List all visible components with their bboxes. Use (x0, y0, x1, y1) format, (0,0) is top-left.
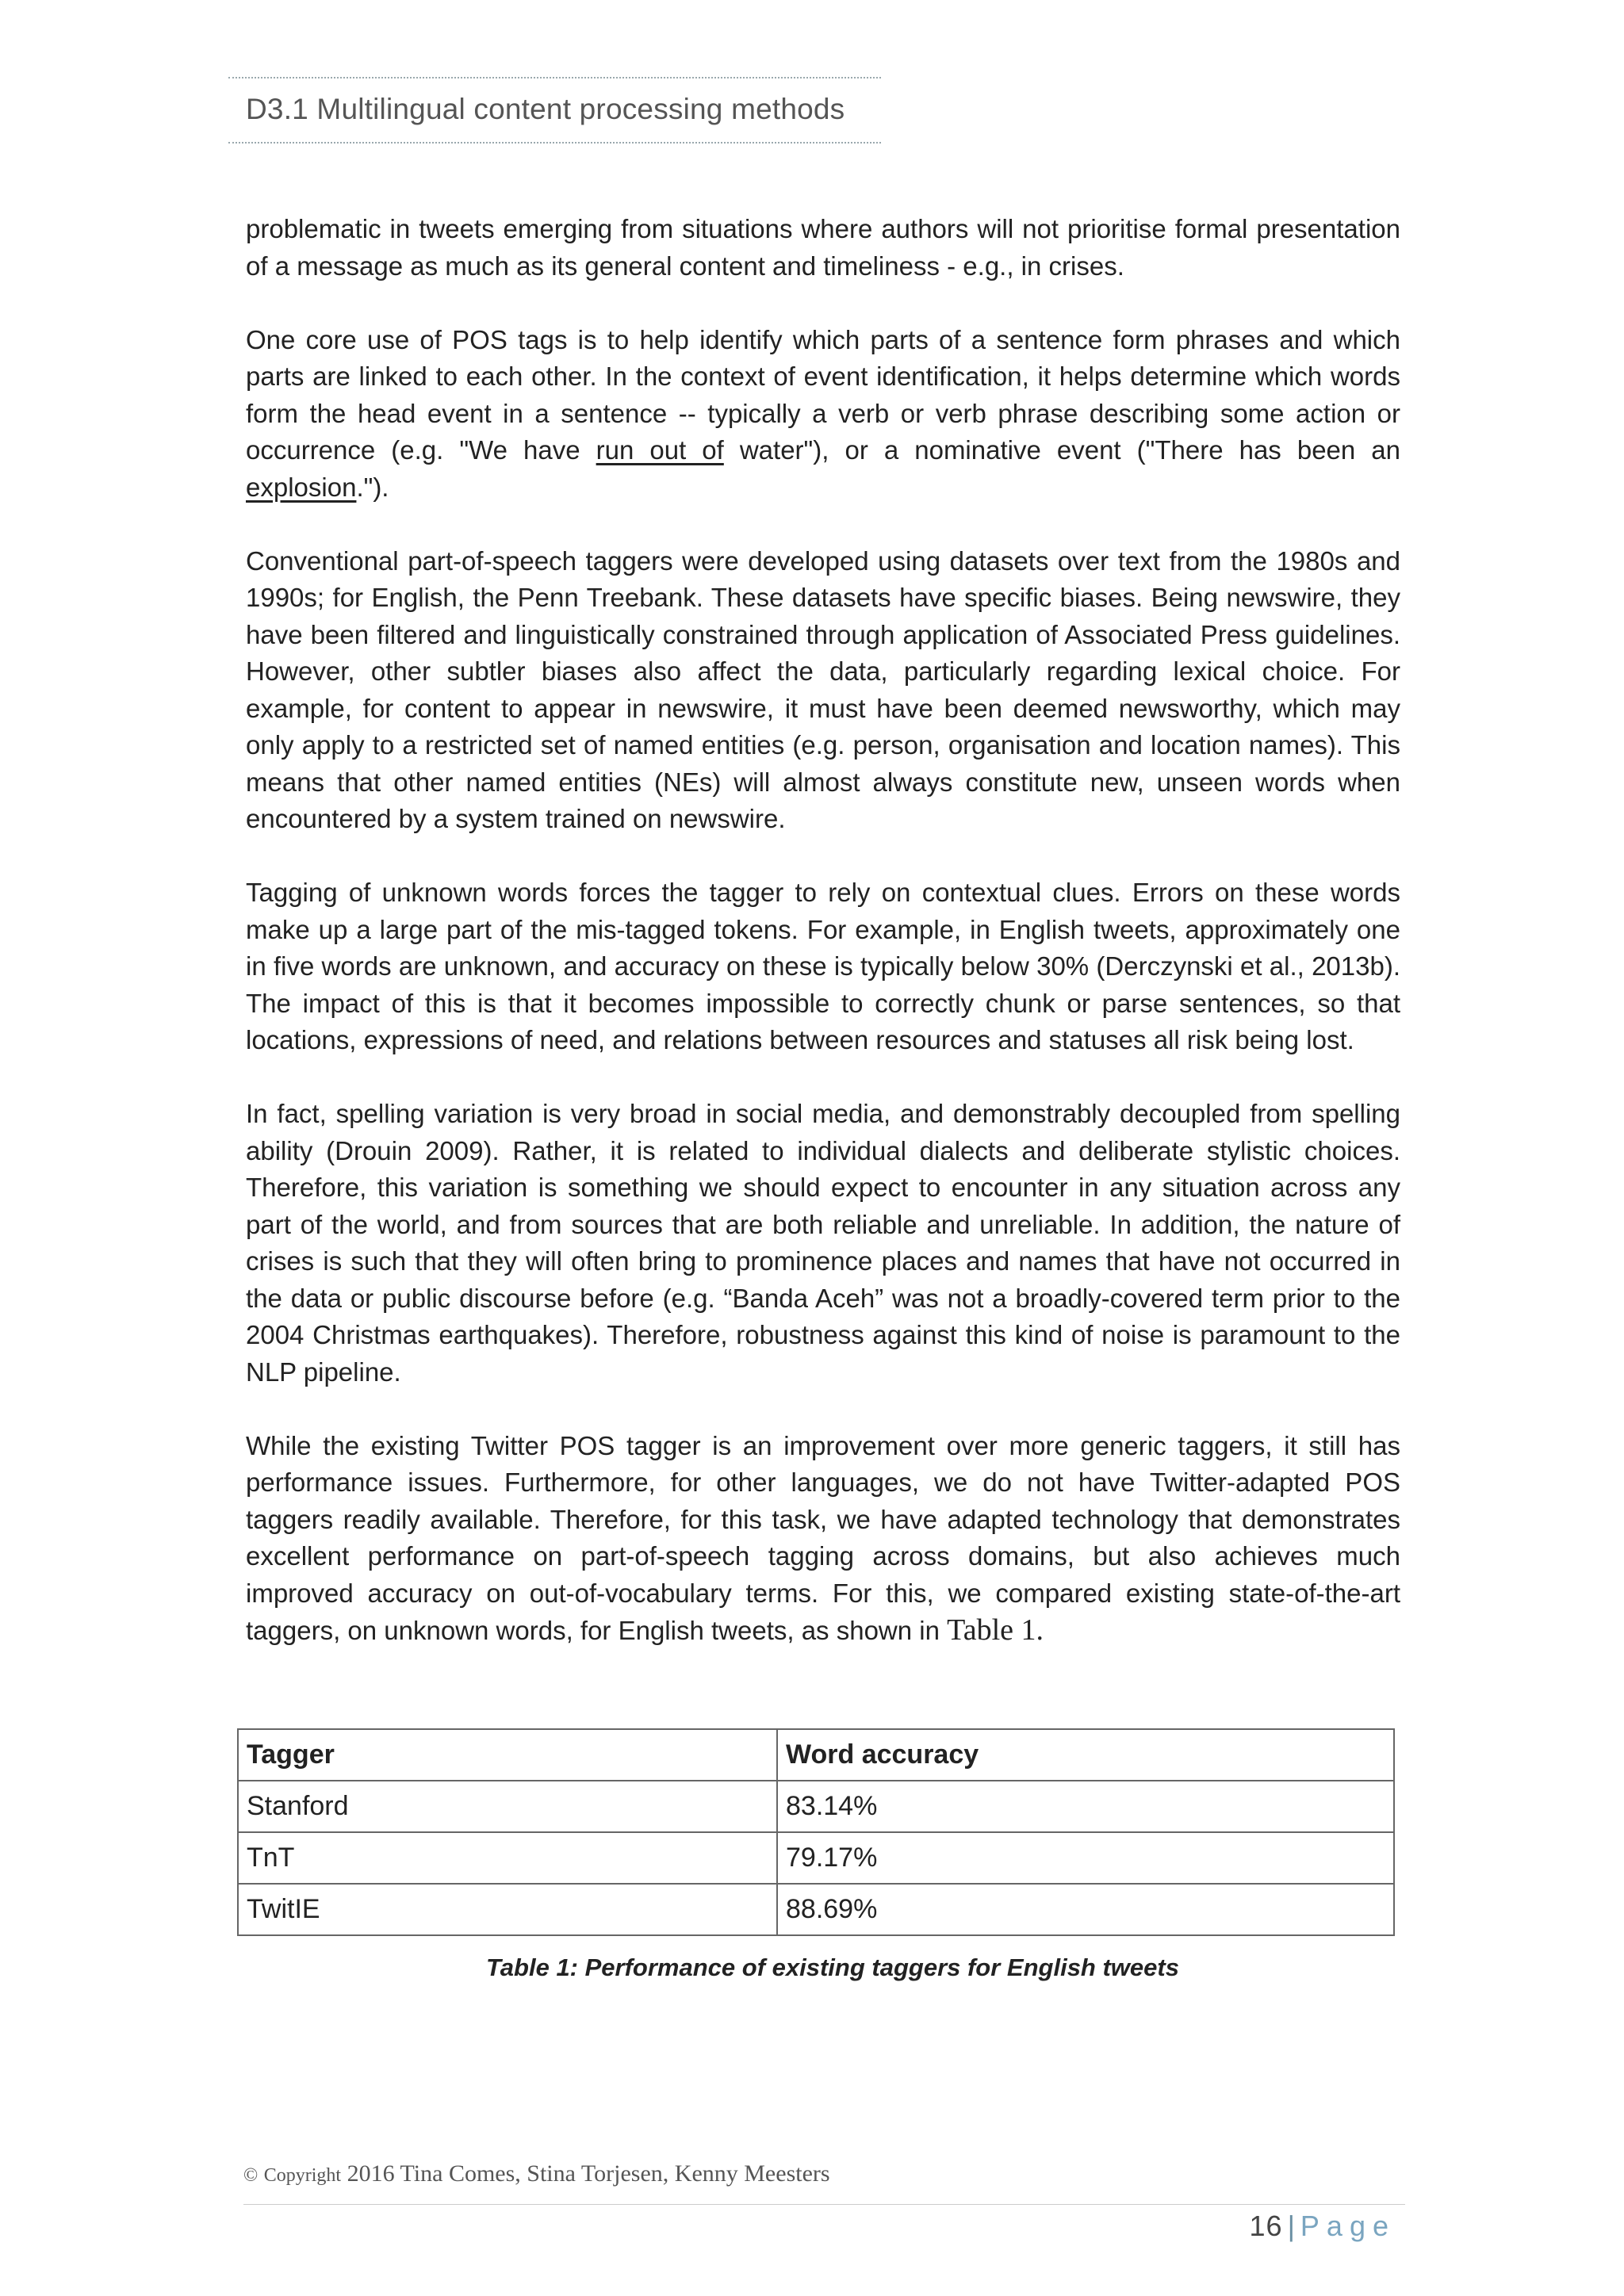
column-header-word-accuracy: Word accuracy (777, 1729, 1394, 1781)
page-number-footer (1250, 2210, 1396, 2243)
tagger-accuracy-table (237, 1728, 1395, 1936)
paragraph-5: In fact, spelling variation is very broad in social media, and demonstrably decoupled from spelling ability (Drouin 2009). Rather, it is related to individual dialects and deliberate stylistic choices. Therefore, this variation is something we should expect to encounter in any situation across any part of the world, and from sources that are both reliable and unreliable. In addition, the nature of crises is such that they will often bring to prominence places and names that have not occurred in the data or public discourse before (e.g. “Banda Aceh” was not a broadly-covered term prior to the 2004 Christmas earthquakes). Therefore, robustness against this kind of noise is paramount to the NLP pipeline. (246, 1099, 1400, 1387)
paragraph-2 (246, 322, 1400, 507)
running-header (228, 77, 881, 144)
paragraph-2-text-c: ."). (356, 472, 389, 502)
paragraph-1: problematic in tweets emerging from situations where authors will not prioritise formal presentation of a message as much as its general content and timeliness - e.g., in crises. (246, 214, 1400, 281)
table-row (238, 1781, 1394, 1832)
table-row (238, 1832, 1394, 1884)
copyright-notice (243, 2160, 830, 2187)
paragraph-6 (246, 1428, 1400, 1650)
copyright-text: 2016 Tina Comes, Stina Torjesen, Kenny Meesters (347, 2160, 830, 2187)
page-number: 16 (1249, 2210, 1283, 2242)
document-title: D3.1 Multilingual content processing methods (246, 93, 845, 125)
tagger-cell: TwitIE (238, 1884, 777, 1935)
table-caption: Table 1: Performance of existing taggers for English tweets (486, 1954, 1179, 1981)
accuracy-cell: 88.69% (777, 1884, 1394, 1935)
copyright-word: Copyright (263, 2165, 342, 2186)
underlined-word-explosion: explosion (246, 472, 357, 502)
tagger-cell: TnT (238, 1832, 777, 1884)
page-separator: | (1287, 2210, 1296, 2242)
body-text (246, 211, 1400, 1686)
accuracy-cell: 79.17% (777, 1832, 1394, 1884)
underlined-phrase-run-out-of: run out of (596, 435, 724, 465)
page-label: Page (1300, 2210, 1396, 2242)
tagger-cell: Stanford (238, 1781, 777, 1832)
paragraph-2-text-a: One core use of POS tags is to help identify which parts of a sentence form phrases and which parts are linked to each other. In the context of event identification, it helps determine which words form the head event in a sentence -- typically a verb or verb phrase describing some action or occurrence (e.g. "We have (246, 324, 1400, 465)
paragraph-2-text-b: water"), or a nominative event ("There has been an (723, 435, 1400, 465)
paragraph-6-text: While the existing Twitter POS tagger is an improvement over more generic taggers, it still has performance issues. Furthermore, for other languages, we do not have Twitter-adapted POS taggers readily available. Therefore, for this task, we have adapted technology that demonstrates excellent performance on part-of-speech tagging across domains, but also achieves much improved accuracy on out-of-vocabulary terms. For this, we compared existing state-of-the-art taggers, on unknown words, for English tweets, as shown in (246, 1430, 1400, 1645)
table-reference-period: . (1036, 1613, 1044, 1647)
footer-divider (243, 2204, 1405, 2205)
table-header-row (238, 1729, 1394, 1781)
table-row (238, 1884, 1394, 1935)
table-reference-link[interactable]: Table 1 (947, 1613, 1036, 1647)
accuracy-cell: 83.14% (777, 1781, 1394, 1832)
column-header-tagger: Tagger (238, 1729, 777, 1781)
copyright-symbol: © (243, 2165, 259, 2186)
paragraph-4: Tagging of unknown words forces the tagger to rely on contextual clues. Errors on these words make up a large part of the mis-tagged tokens. For example, in English tweets, approximately one in five words are unknown, and accuracy on these is typically below 30% (Derczynski et al., 2013b). The impact of this is that it becomes impossible to correctly chunk or parse sentences, so that locations, expressions of need, and relations between resources and statuses all risk being lost. (246, 878, 1400, 1054)
paragraph-3: Conventional part-of-speech taggers were developed using datasets over text from the 1980s and 1990s; for English, the Penn Treebank. These datasets have specific biases. Being newswire, they have been filtered and linguistically constrained through application of Associated Press guidelines. However, other subtler biases also affect the data, particularly regarding lexical choice. For example, for content to appear in newswire, it must have been deemed newsworthy, which may only apply to a restricted set of named entities (e.g. person, organisation and location names). This means that other named entities (NEs) will almost always constitute new, unseen words when encountered by a system trained on newswire. (246, 545, 1400, 833)
